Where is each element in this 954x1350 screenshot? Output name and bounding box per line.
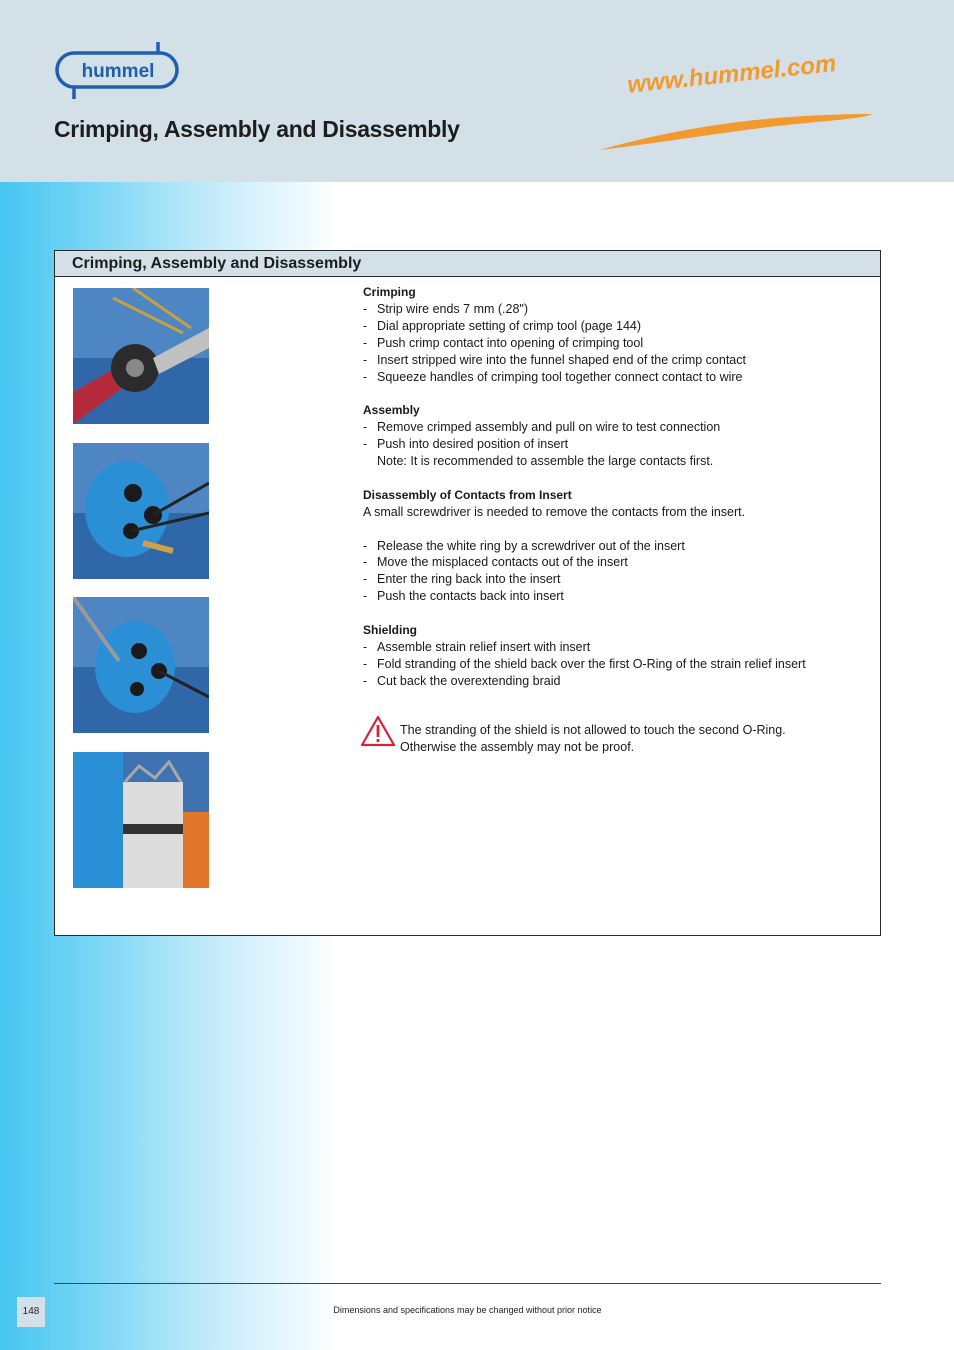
shielding-heading: Shielding [363, 623, 417, 638]
list-item: - Squeeze handles of crimping tool together connect contact to wire [363, 369, 863, 386]
crimping-heading: Crimping [363, 285, 416, 299]
footer-note: Dimensions and specifications may be changed without prior notice [333, 1305, 602, 1315]
list-item: - Push the contacts back into insert [363, 588, 863, 605]
list-item: - Strip wire ends 7 mm (.28") [363, 301, 863, 318]
shielding-block [363, 622, 863, 690]
list-item: - Cut back the overextending braid [363, 673, 863, 690]
list-item: - Remove crimped assembly and pull on wire to test connection [363, 419, 863, 436]
list-item: - Push into desired position of insert [363, 436, 863, 453]
warning-line-1: The stranding of the shield is not allowed to touch the second O-Ring. [400, 722, 786, 737]
list-item: - Assemble strain relief insert with insert [363, 639, 863, 656]
svg-text:hummel: hummel [81, 61, 155, 82]
list-item: - Release the white ring by a screwdriver out of the insert [363, 538, 863, 555]
crimping-block [363, 284, 863, 385]
hummel-logo [54, 42, 182, 102]
list-item: - Insert stripped wire into the funnel shaped end of the crimp contact [363, 352, 863, 369]
shield-braid-photo [73, 752, 209, 888]
footer-divider [54, 1283, 881, 1284]
shielding-steps [363, 639, 863, 690]
crimping-tool-photo [73, 288, 209, 424]
assembly-steps [363, 419, 863, 453]
website-url[interactable]: www.hummel.com [626, 50, 838, 99]
warning-line-2: Otherwise the assembly may not be proof. [400, 739, 635, 754]
warning-note [363, 722, 863, 756]
website-url-banner[interactable] [596, 50, 876, 156]
assembly-block [363, 402, 863, 470]
page-title: Crimping, Assembly and Disassembly [54, 116, 460, 142]
list-item: - Enter the ring back into the insert [363, 571, 863, 588]
page-number: 148 [17, 1297, 45, 1327]
assembly-heading: Assembly [363, 403, 420, 418]
list-item: - Push crimp contact into opening of crimping tool [363, 335, 863, 352]
section-header [55, 251, 880, 277]
list-item: - Dial appropriate setting of crimp tool (page 144) [363, 318, 863, 335]
disassembly-steps [363, 538, 863, 606]
instructions [363, 284, 863, 756]
disassembly-heading: Disassembly of Contacts from Insert [363, 487, 572, 502]
warning-triangle-icon [360, 715, 396, 747]
list-item: - Fold stranding of the shield back over the first O-Ring of the strain relief insert [363, 656, 863, 673]
list-item: - Move the misplaced contacts out of the insert [363, 554, 863, 571]
screwdriver-insert-photo [73, 597, 209, 733]
insert-contacts-photo [73, 443, 209, 579]
assembly-note: Note: It is recommended to assemble the large contacts first. [377, 454, 714, 469]
crimping-section [54, 250, 881, 936]
crimping-steps [363, 301, 863, 386]
section-title: Crimping, Assembly and Disassembly [72, 255, 362, 272]
disassembly-block [363, 487, 863, 605]
disassembly-intro: A small screwdriver is needed to remove the contacts from the insert. [363, 504, 746, 519]
